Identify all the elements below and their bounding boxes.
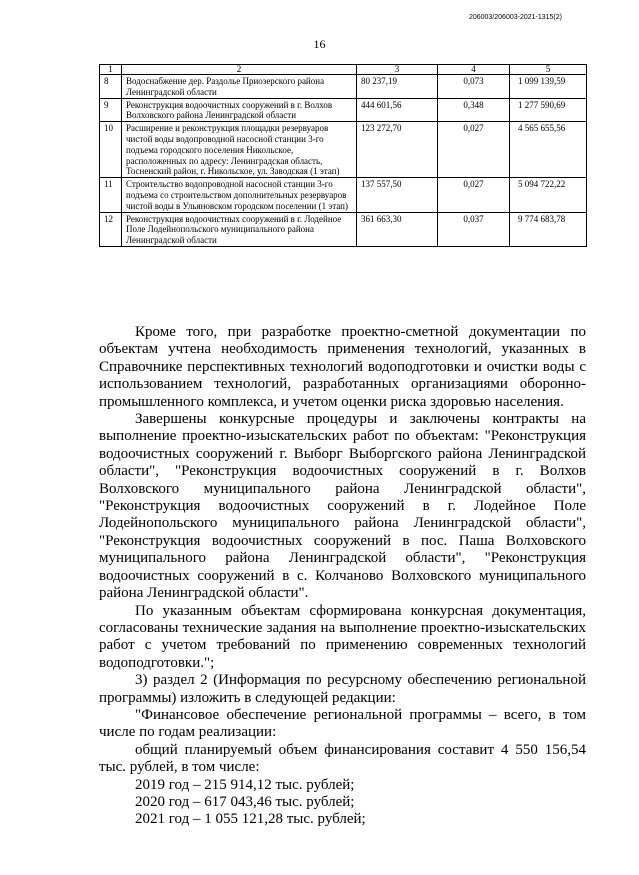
cell-col3: 123 272,70: [357, 122, 438, 178]
year-line: 2020 год – 617 043,46 тыс. рублей;: [135, 793, 355, 810]
row-number: 12: [100, 212, 122, 246]
table-row: [100, 75, 587, 99]
cell-col4: 0,027: [438, 178, 510, 212]
object-name: Расширение и реконструкция площадки резервуаров чистой воды водопроводной насосной станции 3-го подъема городского поселения Никольское, расположенных по адресу: Ленинградская область, Тосненский район, г. Никольское, ул. Заводская (1 этап): [122, 122, 357, 178]
table-row: [100, 98, 587, 122]
table-row: [100, 178, 587, 212]
cell-col4: 0,348: [438, 98, 510, 122]
cell-col5: 5 094 722,22: [510, 178, 587, 212]
page-number: 16: [313, 37, 326, 51]
row-number: 10: [100, 122, 122, 178]
paragraph: По указанным объектам сформирована конкурсная документация, согласованы технические задания на выполнение проектно-изыскательских работ с учетом требований по применению современных технологий водоподготовки.";: [99, 602, 586, 671]
cell-col4: 0,073: [438, 75, 510, 99]
cell-col3: 137 557,50: [357, 178, 438, 212]
cell-col4: 0,037: [438, 212, 510, 246]
financing-table: [99, 64, 587, 247]
cell-col3: 444 601,56: [357, 98, 438, 122]
table-header-cell: 2: [122, 65, 357, 75]
object-name: Водоснабжение дер. Раздолье Приозерского района Ленинградской области: [122, 75, 357, 99]
paragraph: 3) раздел 2 (Информация по ресурсному обеспечению региональной программы) изложить в следующей редакции:: [99, 672, 586, 706]
row-number: 11: [100, 178, 122, 212]
row-number: 8: [100, 75, 122, 99]
table-header-cell: 5: [510, 65, 587, 75]
object-name: Реконструкция водоочистных сооружений в г. Лодейное Поле Лодейнопольского муниципального района Ленинградской области: [122, 212, 357, 246]
table-header-cell: 3: [357, 65, 438, 75]
cell-col5: 9 774 683,78: [510, 212, 587, 246]
paragraph: общий планируемый объем финансирования составит 4 550 156,54 тыс. рублей, в том числе:: [99, 741, 586, 776]
cell-col5: 1 277 590,69: [510, 98, 587, 122]
paragraph: Завершены конкурсные процедуры и заключены контракты на выполнение проектно-изыскательских работ по объектам: "Реконструкция водоочистных сооружений г. Выборг Выборгского района Ленинградской области", "Реконструкция водоочистных сооружений в г. Волхов Волховского муниципального района Ленинградской области", "Реконструкция водоочистных сооружений в г. Лодейное Поле Лодейнопольского муниципального района Ленинградской области", "Реконструкция водоочистных сооружений в пос. Паша Волховского муниципального района Ленинградской области", "Реконструкция водоочистных сооружений в с. Колчаново Волховского муниципального района Ленинградской области".: [99, 411, 586, 602]
cell-col5: 4 565 655,56: [510, 122, 587, 178]
cell-col5: 1 099 139,59: [510, 75, 587, 99]
table-row: [100, 122, 587, 178]
paragraph: Кроме того, при разработке проектно-сметной документации по объектам учтена необходимость применения технологий, указанных в Справочнике перспективных технологий водоподготовки и очистки воды с использованием технологий, разработанных организациями оборонно-промышленного комплекса, и учетом оценки риска здоровью населения.: [99, 324, 586, 410]
table-header-row: [100, 65, 587, 75]
cell-col3: 80 237,19: [357, 75, 438, 99]
document-code: 206003/206003-2021-1315(2): [468, 14, 562, 21]
object-name: Строительство водопроводной насосной станции 3-го подъема со строительством дополнительных резервуаров чистой воды в Ульяновском городском поселении (1 этап): [122, 178, 357, 212]
object-name: Реконструкция водоочистных сооружений в г. Волхов Волховского района Ленинградской области: [122, 98, 357, 122]
cell-col3: 361 663,30: [357, 212, 438, 246]
row-number: 9: [100, 98, 122, 122]
table-header-cell: 4: [438, 65, 510, 75]
table-header-cell: 1: [100, 65, 122, 75]
document-body: [99, 324, 586, 829]
table-row: [100, 212, 587, 246]
year-line: 2019 год – 215 914,12 тыс. рублей;: [135, 776, 355, 793]
cell-col4: 0,027: [438, 122, 510, 178]
paragraph: "Финансовое обеспечение региональной программы – всего, в том числе по годам реализации:: [99, 706, 586, 741]
year-line: 2021 год – 1 055 121,28 тыс. рублей;: [135, 811, 366, 828]
